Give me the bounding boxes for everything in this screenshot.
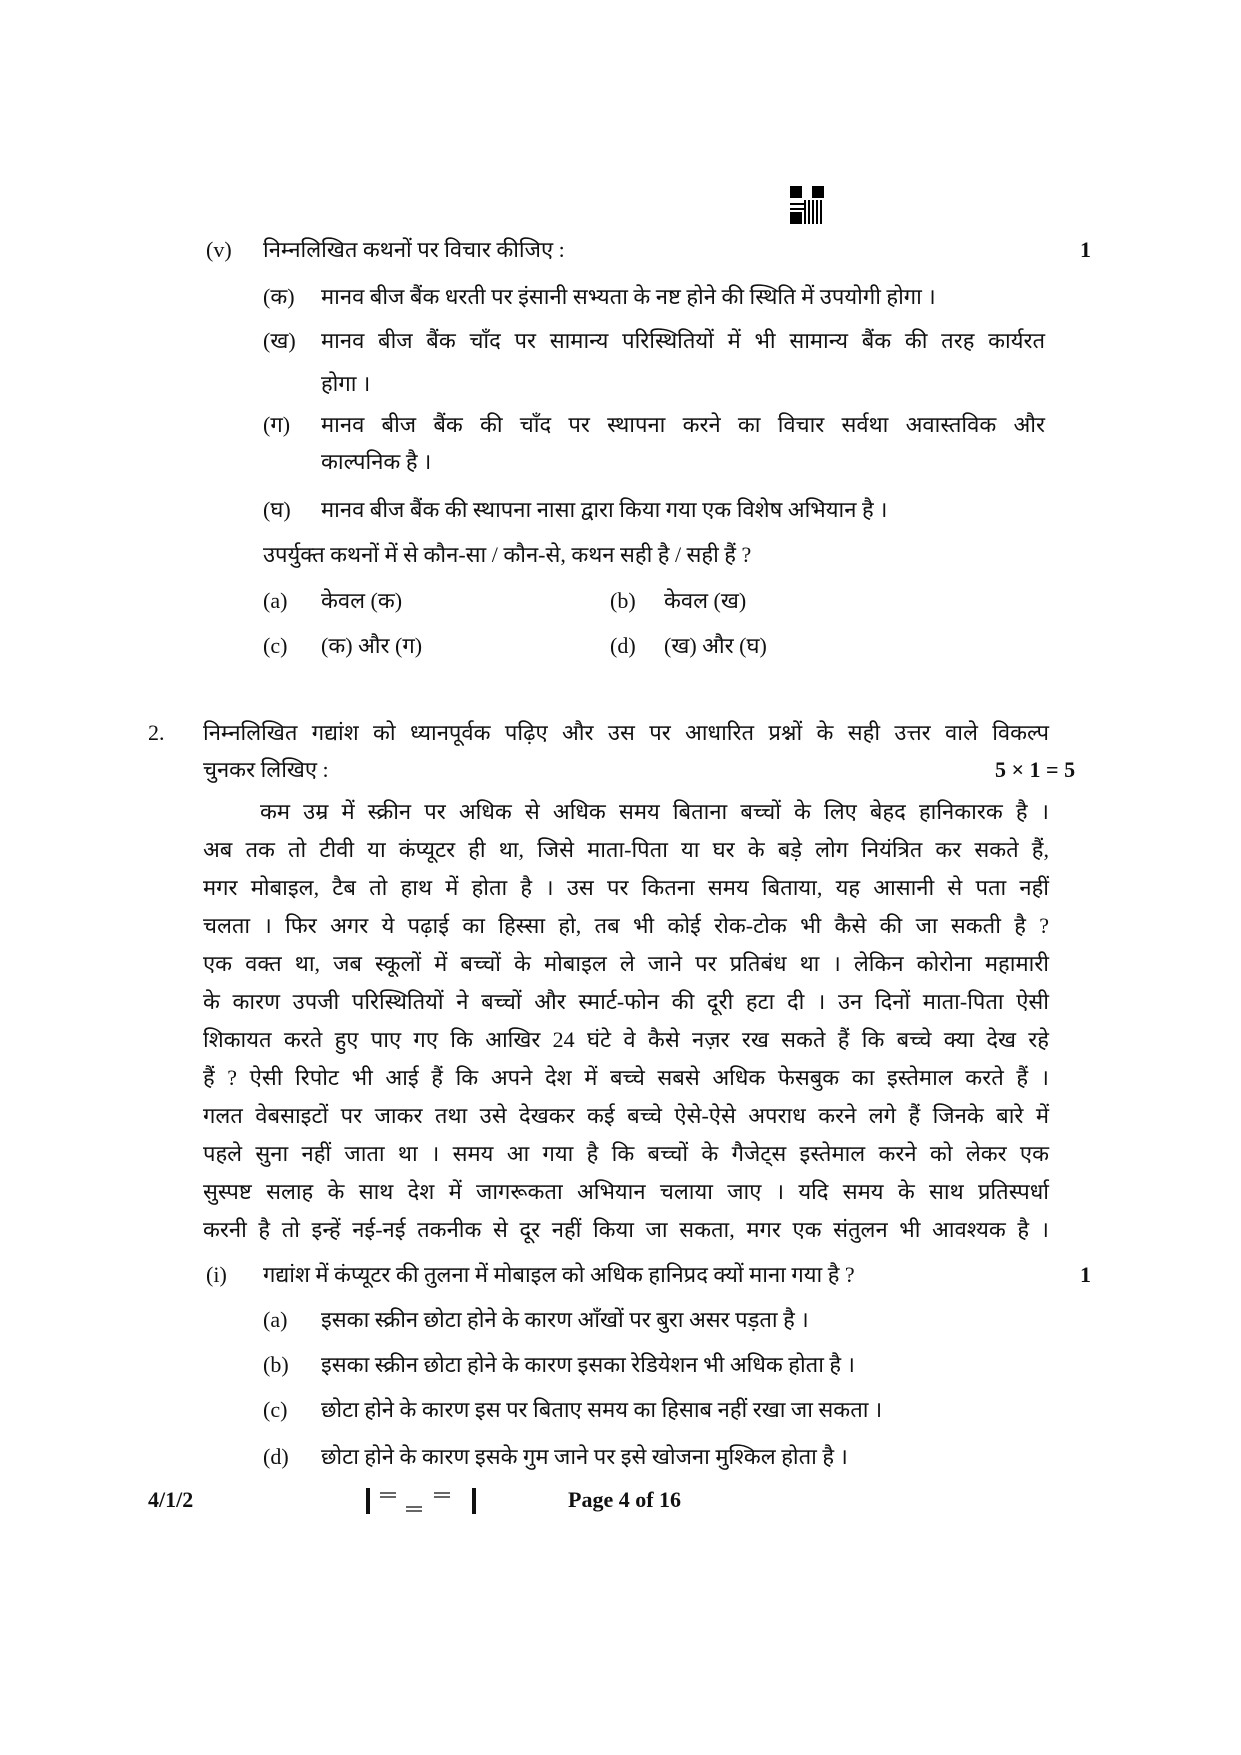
passage-line: शिकायत करते हुए पाए गए कि आखिर 24 घंटे वे कैसे नज़र रख सकते हैं कि बच्चे क्या देख रहे xyxy=(203,1027,1049,1052)
option-text: केवल (क) xyxy=(321,588,403,613)
option-text: छोटा होने के कारण इस पर बिताए समय का हिसाब नहीं रखा जा सकता । xyxy=(321,1397,883,1422)
question-prompt: उपर्युक्त कथनों में से कौन-सा / कौन-से, कथन सही है / सही हैं ? xyxy=(263,542,752,567)
option-label: (c) xyxy=(263,1397,288,1422)
marks: 1 xyxy=(1080,1262,1091,1287)
passage-line: सुस्पष्ट सलाह के साथ देश में जागरूकता अभियान चलाया जाए । यदि समय के साथ प्रतिस्पर्धा xyxy=(203,1179,1049,1204)
passage-line: हैं ? ऐसी रिपोट भी आई हैं कि अपने देश में बच्चे सबसे अधिक फेसबुक का इस्तेमाल करते हैं । xyxy=(203,1065,1049,1090)
question-instruction: चुनकर लिखिए : xyxy=(203,757,329,782)
option-text: छोटा होने के कारण इसके गुम जाने पर इसे खोजना मुश्किल होता है । xyxy=(321,1444,848,1469)
option-label: (c) xyxy=(263,633,288,658)
passage-line: चलता । फिर अगर ये पढ़ाई का हिस्सा हो, तब भी कोई रोक-टोक भी कैसे की जा सकती है ? xyxy=(203,913,1049,938)
marks: 5 × 1 = 5 xyxy=(995,757,1076,782)
marks: 1 xyxy=(1080,237,1091,262)
statement-text: काल्पनिक है । xyxy=(321,449,432,474)
statement-label: (ग) xyxy=(263,412,291,437)
passage-line: करनी है तो इन्हें नई-नई तकनीक से दूर नहीं किया जा सकता, मगर एक संतुलन भी आवश्यक है । xyxy=(203,1217,1049,1242)
question-label: (v) xyxy=(206,237,232,262)
option-label: (d) xyxy=(263,1444,289,1469)
question-number: 2. xyxy=(148,720,165,745)
page-number: Page 4 of 16 xyxy=(568,1487,682,1512)
statement-text: होगा । xyxy=(321,371,371,396)
option-text: (क) और (ग) xyxy=(321,633,423,658)
statement-label: (क) xyxy=(263,284,295,309)
statement-text: मानव बीज बैंक की स्थापना नासा द्वारा किया गया एक विशेष अभियान है । xyxy=(321,497,888,522)
option-label: (d) xyxy=(610,633,636,658)
subquestion-text: गद्यांश में कंप्यूटर की तुलना में मोबाइल को अधिक हानिप्रद क्यों माना गया है ? xyxy=(263,1262,855,1287)
question-stem: निम्नलिखित कथनों पर विचार कीजिए : xyxy=(263,237,565,262)
option-text: केवल (ख) xyxy=(664,588,747,613)
option-text: इसका स्क्रीन छोटा होने के कारण इसका रेडियेशन भी अधिक होता है । xyxy=(321,1352,855,1377)
statement-label: (ख) xyxy=(263,328,296,353)
option-text: इसका स्क्रीन छोटा होने के कारण आँखों पर बुरा असर पड़ता है । xyxy=(321,1307,809,1332)
option-label: (a) xyxy=(263,1307,288,1332)
subquestion-label: (i) xyxy=(206,1262,227,1287)
passage-line: कम उम्र में स्क्रीन पर अधिक से अधिक समय बिताना बच्चों के लिए बेहद हानिकारक है । xyxy=(260,799,1049,824)
statement-text: मानव बीज बैंक चाँद पर सामान्य परिस्थितियों में भी सामान्य बैंक की तरह कार्यरत xyxy=(321,328,1045,353)
passage-line: एक वक्त था, जब स्कूलों में बच्चों के मोबाइल ले जाने पर प्रतिबंध था । लेकिन कोरोना महामारी xyxy=(203,951,1049,976)
statement-text: मानव बीज बैंक धरती पर इंसानी सभ्यता के नष्ट होने की स्थिति में उपयोगी होगा । xyxy=(321,284,936,309)
option-text: (ख) और (घ) xyxy=(664,633,767,658)
passage-line: अब तक तो टीवी या कंप्यूटर ही था, जिसे माता-पिता या घर के बड़े लोग नियंत्रित कर सकते हैं, xyxy=(203,837,1049,862)
qr-code xyxy=(790,186,824,224)
passage-line: मगर मोबाइल, टैब तो हाथ में होता है । उस पर कितना समय बिताया, यह आसानी से पता नहीं xyxy=(203,875,1049,900)
paper-code: 4/1/2 xyxy=(148,1487,194,1512)
passage-line: गलत वेबसाइटों पर जाकर तथा उसे देखकर कई बच्चे ऐसे-ऐसे अपराध करने लगे हैं जिनके बारे में xyxy=(203,1103,1049,1128)
option-label: (b) xyxy=(610,588,636,613)
statement-label: (घ) xyxy=(263,497,291,522)
passage-line: पहले सुना नहीं जाता था । समय आ गया है कि बच्चों के गैजेट्स इस्तेमाल करने को लेकर एक xyxy=(203,1141,1049,1166)
statement-text: मानव बीज बैंक की चाँद पर स्थापना करने का विचार सर्वथा अवास्तविक और xyxy=(321,412,1045,437)
question-instruction: निम्नलिखित गद्यांश को ध्यानपूर्वक पढ़िए और उस पर आधारित प्रश्नों के सही उत्तर वाले विकल्प xyxy=(203,720,1049,745)
barcode-mark xyxy=(366,1488,476,1514)
passage-line: के कारण उपजी परिस्थितियों ने बच्चों और स्मार्ट-फोन की दूरी हटा दी । उन दिनों माता-पिता ऐसी xyxy=(203,989,1049,1014)
option-label: (b) xyxy=(263,1352,289,1377)
option-label: (a) xyxy=(263,588,288,613)
